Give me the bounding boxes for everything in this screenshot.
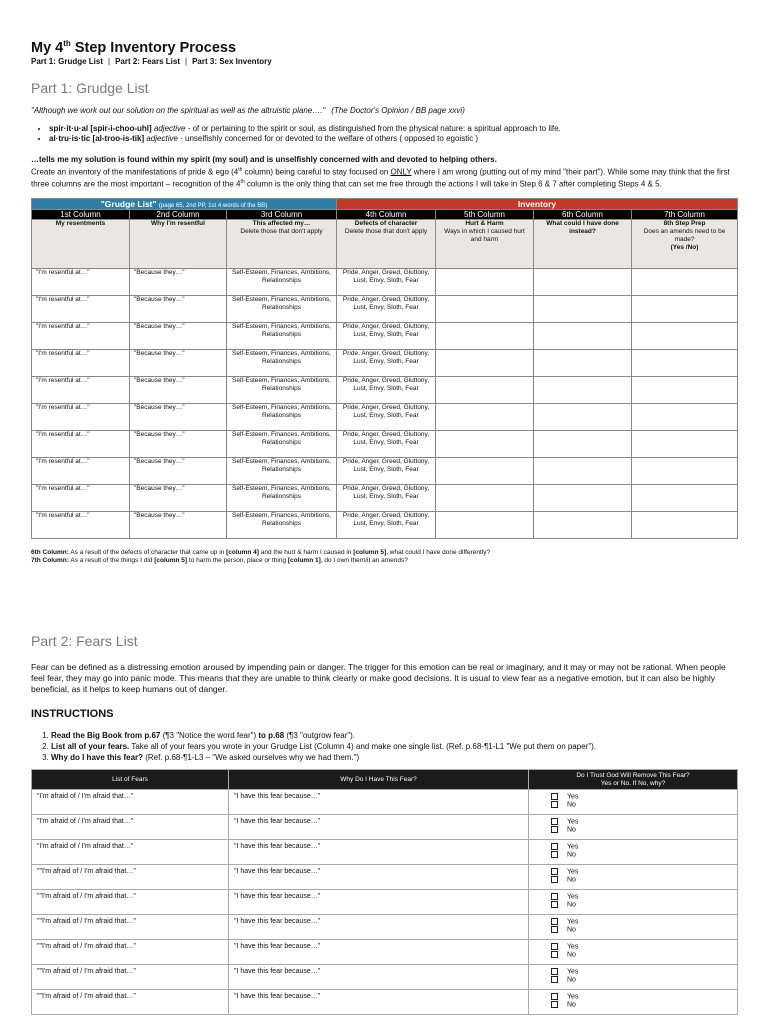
- opening-quote: "Although we work out our solution on the spiritual as well as the altruistic plane…." (The Doctor's Opinion / BB page xxvi): [31, 105, 465, 115]
- instead-cell[interactable]: [534, 323, 632, 350]
- fear-reason-cell[interactable]: "I have this fear because…": [229, 940, 529, 965]
- yes-label: Yes: [567, 793, 579, 801]
- hurt-harm-cell[interactable]: [436, 431, 534, 458]
- note-7th-column: 7th Column: As a result of the things I did [column 5] to harm the person, place or thing [column 1], do I own them/it an amends?: [31, 557, 408, 565]
- no-label: No: [567, 876, 576, 884]
- reason-cell[interactable]: "Because they…": [130, 404, 227, 431]
- hurt-harm-cell[interactable]: [436, 323, 534, 350]
- fear-definition-paragraph: Fear can be defined as a distressing emotion aroused by impending pain or danger. The trigger for this emotion can be real or imaginary, and it may or may not be rational. When people feel fear, they may go into panic mode. This means that they are unable to think clearly or make good decisions. It is usual to view fear as a negative emotion, but it can also be highly beneficial, as it helps to keep humans out of danger.: [31, 662, 726, 695]
- grudge-row: [32, 350, 738, 377]
- grudge-row: [32, 296, 738, 323]
- checkbox-icon[interactable]: [551, 918, 558, 925]
- reason-cell[interactable]: "Because they…": [130, 485, 227, 512]
- checkbox-icon[interactable]: [551, 968, 558, 975]
- instead-cell[interactable]: [534, 296, 632, 323]
- instead-cell[interactable]: [534, 485, 632, 512]
- reason-cell[interactable]: "Because they…": [130, 269, 227, 296]
- affected-cell[interactable]: Self-Esteem, Finances, Ambitions, Relationships: [227, 431, 337, 458]
- yes-option[interactable]: [551, 968, 732, 976]
- yes-option[interactable]: [551, 818, 732, 826]
- yes-option[interactable]: [551, 993, 732, 1001]
- amends-cell[interactable]: [632, 458, 738, 485]
- fears-list-table: [31, 769, 738, 1015]
- yes-option[interactable]: [551, 918, 732, 926]
- grudge-row: [32, 269, 738, 296]
- resentment-cell[interactable]: "I'm resentful at…": [32, 431, 130, 458]
- amends-cell[interactable]: [632, 350, 738, 377]
- hurt-harm-cell[interactable]: [436, 269, 534, 296]
- instruction-step: 1. Read the Big Book from p.67 (¶3 "Notice the word fear") to p.68 (¶3 "outgrow fear").: [51, 730, 737, 741]
- resentment-cell[interactable]: "I'm resentful at…": [32, 377, 130, 404]
- column-notes: [31, 549, 737, 565]
- yes-option[interactable]: [551, 843, 732, 851]
- trust-god-cell: [529, 815, 738, 840]
- grudge-row: [32, 431, 738, 458]
- column-description-row: [32, 220, 738, 269]
- fear-reason-cell[interactable]: "I have this fear because…": [229, 915, 529, 940]
- column-label: 7th Column: [632, 210, 738, 220]
- grudge-list-table: [31, 198, 738, 539]
- no-option[interactable]: [551, 876, 732, 884]
- fear-reason-cell[interactable]: "I have this fear because…": [229, 865, 529, 890]
- no-option[interactable]: [551, 951, 732, 959]
- fear-cell[interactable]: ""I'm afraid of / I'm afraid that…": [32, 915, 229, 940]
- column-description: 8th Step Prep Does an amends need to be made? (Yes /No): [632, 220, 738, 269]
- part2-heading: Part 2: Fears List: [31, 633, 138, 650]
- fears-header: Why Do I Have This Fear?: [229, 770, 529, 790]
- no-label: No: [567, 951, 576, 959]
- column-description: This affected my… Delete those that don't apply: [227, 220, 337, 269]
- resentment-cell[interactable]: "I'm resentful at…": [32, 485, 130, 512]
- part1-heading: Part 1: Grudge List: [31, 79, 149, 96]
- checkbox-icon[interactable]: [551, 993, 558, 1000]
- yes-option[interactable]: [551, 793, 732, 801]
- checkbox-icon[interactable]: [551, 893, 558, 900]
- defects-cell[interactable]: Pride, Anger, Greed, Gluttony, Lust, Envy, Sloth, Fear: [337, 377, 436, 404]
- part-nav: Part 1: Grudge List | Part 2: Fears List | Part 3: Sex Inventory: [31, 56, 272, 66]
- column-label: 4th Column: [337, 210, 436, 220]
- checkbox-icon[interactable]: [551, 801, 558, 808]
- definition-spiritual: • spir·it·u·al [spir-i-choo-uhl] adjective - of or pertaining to the spirit or soul, as distinguished from the physical nature: a spiritual approach to life.: [49, 124, 737, 133]
- checkbox-icon[interactable]: [551, 851, 558, 858]
- trust-god-cell: [529, 865, 738, 890]
- solution-statement: …tells me my solution is found within my spirit (my soul) and is unselfishly concerned with and devoted to helping others.: [31, 154, 497, 164]
- instead-cell[interactable]: [534, 269, 632, 296]
- column-label: 3rd Column: [227, 210, 337, 220]
- affected-cell[interactable]: Self-Esteem, Finances, Ambitions, Relationships: [227, 458, 337, 485]
- column-description: My resentments: [32, 220, 130, 269]
- fear-reason-cell[interactable]: "I have this fear because…": [229, 990, 529, 1015]
- amends-cell[interactable]: [632, 377, 738, 404]
- nav-part1[interactable]: Part 1: Grudge List: [31, 56, 104, 66]
- fear-row: [32, 990, 738, 1015]
- grudge-row: [32, 377, 738, 404]
- page-title: My 4th Step Inventory Process: [31, 39, 237, 56]
- checkbox-icon[interactable]: [551, 926, 558, 933]
- resentment-cell[interactable]: "I'm resentful at…": [32, 404, 130, 431]
- amends-cell[interactable]: [632, 269, 738, 296]
- fear-row: [32, 915, 738, 940]
- no-option[interactable]: [551, 976, 732, 984]
- resentment-cell[interactable]: "I'm resentful at…": [32, 350, 130, 377]
- column-description: Defects of character Delete those that don't apply: [337, 220, 436, 269]
- definitions-list: [49, 124, 737, 143]
- inventory-header: Inventory: [337, 199, 738, 210]
- fears-header-row: [32, 770, 738, 790]
- fear-cell[interactable]: ""I'm afraid of / I'm afraid that…": [32, 965, 229, 990]
- checkbox-icon[interactable]: [551, 1001, 558, 1008]
- no-label: No: [567, 826, 576, 834]
- defects-cell[interactable]: Pride, Anger, Greed, Gluttony, Lust, Envy, Sloth, Fear: [337, 296, 436, 323]
- instead-cell[interactable]: [534, 350, 632, 377]
- fear-row: [32, 965, 738, 990]
- yes-label: Yes: [567, 868, 579, 876]
- defects-cell[interactable]: Pride, Anger, Greed, Gluttony, Lust, Envy, Sloth, Fear: [337, 350, 436, 377]
- fear-row: [32, 890, 738, 915]
- yes-option[interactable]: [551, 893, 732, 901]
- fear-reason-cell[interactable]: "I have this fear because…": [229, 815, 529, 840]
- no-option[interactable]: [551, 826, 732, 834]
- defects-cell[interactable]: Pride, Anger, Greed, Gluttony, Lust, Envy, Sloth, Fear: [337, 431, 436, 458]
- column-label: 5th Column: [436, 210, 534, 220]
- yes-label: Yes: [567, 843, 579, 851]
- trust-god-cell: [529, 940, 738, 965]
- checkbox-icon[interactable]: [551, 943, 558, 950]
- trust-god-cell: [529, 790, 738, 815]
- reason-cell[interactable]: "Because they…": [130, 350, 227, 377]
- no-label: No: [567, 801, 576, 809]
- yes-label: Yes: [567, 893, 579, 901]
- checkbox-icon[interactable]: [551, 843, 558, 850]
- affected-cell[interactable]: Self-Esteem, Finances, Ambitions, Relationships: [227, 485, 337, 512]
- amends-cell[interactable]: [632, 512, 738, 539]
- hurt-harm-cell[interactable]: [436, 485, 534, 512]
- nav-part3[interactable]: Part 3: Sex Inventory: [192, 56, 272, 66]
- reason-cell[interactable]: "Because they…": [130, 431, 227, 458]
- defects-cell[interactable]: Pride, Anger, Greed, Gluttony, Lust, Envy, Sloth, Fear: [337, 323, 436, 350]
- fear-cell[interactable]: ""I'm afraid of / I'm afraid that…": [32, 990, 229, 1015]
- amends-cell[interactable]: [632, 296, 738, 323]
- defects-cell[interactable]: Pride, Anger, Greed, Gluttony, Lust, Envy, Sloth, Fear: [337, 458, 436, 485]
- affected-cell[interactable]: Self-Esteem, Finances, Ambitions, Relationships: [227, 269, 337, 296]
- trust-god-cell: [529, 840, 738, 865]
- fears-header: Do I Trust God Will Remove This Fear? Yes or No. If No, why?: [529, 770, 738, 790]
- fears-header: List of Fears: [32, 770, 229, 790]
- hurt-harm-cell[interactable]: [436, 512, 534, 539]
- no-option[interactable]: [551, 926, 732, 934]
- resentment-cell[interactable]: "I'm resentful at…": [32, 512, 130, 539]
- no-label: No: [567, 976, 576, 984]
- fear-reason-cell[interactable]: "I have this fear because…": [229, 790, 529, 815]
- hurt-harm-cell[interactable]: [436, 296, 534, 323]
- defects-cell[interactable]: Pride, Anger, Greed, Gluttony, Lust, Envy, Sloth, Fear: [337, 404, 436, 431]
- instead-cell[interactable]: [534, 458, 632, 485]
- fear-reason-cell[interactable]: "I have this fear because…": [229, 840, 529, 865]
- affected-cell[interactable]: Self-Esteem, Finances, Ambitions, Relationships: [227, 404, 337, 431]
- defects-cell[interactable]: Pride, Anger, Greed, Gluttony, Lust, Envy, Sloth, Fear: [337, 512, 436, 539]
- trust-god-cell: [529, 890, 738, 915]
- fear-reason-cell[interactable]: "I have this fear because…": [229, 965, 529, 990]
- reason-cell[interactable]: "Because they…": [130, 512, 227, 539]
- hurt-harm-cell[interactable]: [436, 404, 534, 431]
- yes-label: Yes: [567, 918, 579, 926]
- grudge-row: [32, 323, 738, 350]
- checkbox-icon[interactable]: [551, 901, 558, 908]
- fear-reason-cell[interactable]: "I have this fear because…": [229, 890, 529, 915]
- instructions-heading: INSTRUCTIONS: [31, 708, 114, 721]
- grudge-row: [32, 512, 738, 539]
- instructions-list: [51, 730, 737, 763]
- instead-cell[interactable]: [534, 512, 632, 539]
- no-option[interactable]: [551, 1001, 732, 1009]
- column-label: 6th Column: [534, 210, 632, 220]
- column-description: What could I have done instead?: [534, 220, 632, 269]
- hurt-harm-cell[interactable]: [436, 350, 534, 377]
- yes-label: Yes: [567, 818, 579, 826]
- no-label: No: [567, 901, 576, 909]
- amends-cell[interactable]: [632, 404, 738, 431]
- grudge-list-header: "Grudge List" (page 65, 2nd PP, 1st 4 words of the BB): [32, 199, 337, 210]
- grudge-row: [32, 404, 738, 431]
- resentment-cell[interactable]: "I'm resentful at…": [32, 323, 130, 350]
- yes-label: Yes: [567, 943, 579, 951]
- column-label: 1st Column: [32, 210, 130, 220]
- amends-cell[interactable]: [632, 431, 738, 458]
- no-label: No: [567, 851, 576, 859]
- checkbox-icon[interactable]: [551, 876, 558, 883]
- checkbox-icon[interactable]: [551, 793, 558, 800]
- reason-cell[interactable]: "Because they…": [130, 377, 227, 404]
- defects-cell[interactable]: Pride, Anger, Greed, Gluttony, Lust, Envy, Sloth, Fear: [337, 485, 436, 512]
- checkbox-icon[interactable]: [551, 951, 558, 958]
- column-description: Hurt & Harm Ways in which I caused hurt and harm: [436, 220, 534, 269]
- checkbox-icon[interactable]: [551, 826, 558, 833]
- instead-cell[interactable]: [534, 404, 632, 431]
- defects-cell[interactable]: Pride, Anger, Greed, Gluttony, Lust, Envy, Sloth, Fear: [337, 269, 436, 296]
- resentment-cell[interactable]: "I'm resentful at…": [32, 458, 130, 485]
- yes-label: Yes: [567, 993, 579, 1001]
- affected-cell[interactable]: Self-Esteem, Finances, Ambitions, Relationships: [227, 350, 337, 377]
- reason-cell[interactable]: "Because they…": [130, 323, 227, 350]
- fear-row: [32, 815, 738, 840]
- affected-cell[interactable]: Self-Esteem, Finances, Ambitions, Relationships: [227, 377, 337, 404]
- note-6th-column: 6th Column: As a result of the defects of character that came up in [column 4] and the hurt & harm I caused in [column 5], what could I have done differently?: [31, 549, 491, 557]
- checkbox-icon[interactable]: [551, 868, 558, 875]
- grudge-row: [32, 458, 738, 485]
- reason-cell[interactable]: "Because they…": [130, 458, 227, 485]
- resentment-cell[interactable]: "I'm resentful at…": [32, 296, 130, 323]
- fear-row: [32, 940, 738, 965]
- instead-cell[interactable]: [534, 377, 632, 404]
- grudge-row: [32, 485, 738, 512]
- no-label: No: [567, 926, 576, 934]
- trust-god-cell: [529, 990, 738, 1015]
- inventory-instructions: Create an inventory of the manifestations of pride & ego (4th column) being careful to stay focused on ONLY where I am wrong (putting out of my mind "their part"). While some may think that the first three columns are the most important – recognition of the 4th column is the only thing that can set me free through the actions I will take in Step 6 & 7 after completing Steps 4 & 5.: [31, 166, 730, 190]
- fear-cell[interactable]: ""I'm afraid of / I'm afraid that…": [32, 865, 229, 890]
- no-option[interactable]: [551, 851, 732, 859]
- reason-cell[interactable]: "Because they…": [130, 296, 227, 323]
- affected-cell[interactable]: Self-Esteem, Finances, Ambitions, Relationships: [227, 323, 337, 350]
- fear-cell[interactable]: "I'm afraid of / I'm afraid that…": [32, 815, 229, 840]
- fear-row: [32, 840, 738, 865]
- fear-row: [32, 790, 738, 815]
- nav-part2[interactable]: Part 2: Fears List: [115, 56, 181, 66]
- checkbox-icon[interactable]: [551, 976, 558, 983]
- definition-altruistic: • al·tru·is·tic [al-troo-is-tik] adjective - unselfishly concerned for or devoted to the welfare of others ( opposed to egoistic ): [49, 134, 737, 143]
- affected-cell[interactable]: Self-Esteem, Finances, Ambitions, Relationships: [227, 296, 337, 323]
- yes-option[interactable]: [551, 943, 732, 951]
- fear-row: [32, 865, 738, 890]
- instruction-step: 2. List all of your fears. Take all of your fears you wrote in your Grudge List (Column 4) and make one single list. (Ref. p.68-¶1-L1 "We put them on paper").: [51, 741, 737, 752]
- column-label: 2nd Column: [130, 210, 227, 220]
- resentment-cell[interactable]: "I'm resentful at…": [32, 269, 130, 296]
- instruction-step: 3. Why do I have this fear? (Ref. p.68-¶1-L3 – "We asked ourselves why we had them."): [51, 752, 737, 763]
- column-number-row: [32, 210, 738, 220]
- trust-god-cell: [529, 965, 738, 990]
- no-option[interactable]: [551, 801, 732, 809]
- amends-cell[interactable]: [632, 485, 738, 512]
- amends-cell[interactable]: [632, 323, 738, 350]
- fear-cell[interactable]: ""I'm afraid of / I'm afraid that…": [32, 940, 229, 965]
- hurt-harm-cell[interactable]: [436, 377, 534, 404]
- trust-god-cell: [529, 915, 738, 940]
- affected-cell[interactable]: Self-Esteem, Finances, Ambitions, Relationships: [227, 512, 337, 539]
- no-label: No: [567, 1001, 576, 1009]
- no-option[interactable]: [551, 901, 732, 909]
- yes-option[interactable]: [551, 868, 732, 876]
- column-description: Why I'm resentful: [130, 220, 227, 269]
- fear-cell[interactable]: "I'm afraid of / I'm afraid that…": [32, 840, 229, 865]
- fear-cell[interactable]: "I'm afraid of / I'm afraid that…": [32, 790, 229, 815]
- yes-label: Yes: [567, 968, 579, 976]
- instead-cell[interactable]: [534, 431, 632, 458]
- document-page: [31, 30, 737, 1015]
- hurt-harm-cell[interactable]: [436, 458, 534, 485]
- checkbox-icon[interactable]: [551, 818, 558, 825]
- fear-cell[interactable]: ""I'm afraid of / I'm afraid that…": [32, 890, 229, 915]
